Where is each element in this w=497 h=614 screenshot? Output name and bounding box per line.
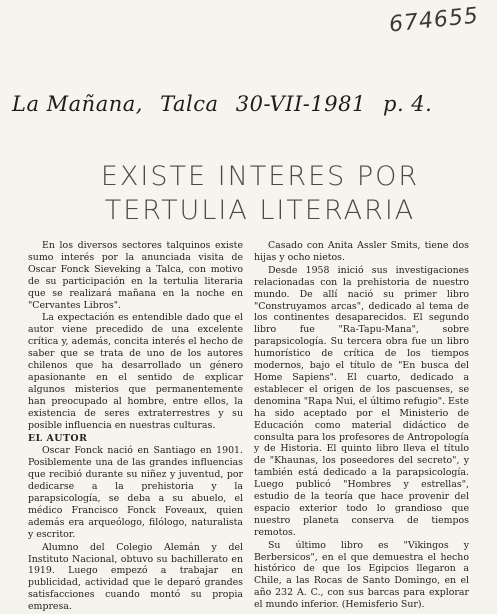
source-newspaper: La Mañana, [12,92,143,116]
archive-code: 674655 [387,3,481,38]
headline [60,160,460,228]
source-city: Talca [160,92,219,116]
source-page: p. 4. [383,92,433,116]
left-paragraph-2: La expectación es entendible dado que el autor viene precedido de una excelente crítica y, además, concita interés el hecho de saber que se trata de uno de los autores chilenos que ha desarrollado un género apasionante en el sentido de explicar algunos misterios que permanentemente han preocupado al hombre, entre ellos, la existencia de seres extraterrestres y su posible influencia en nuestras culturas. [28,312,243,431]
source-date: 30-VII-1981 [235,92,366,116]
left-paragraph-4: Alumno del Colegio Alemán y del Instituto Nacional, obtuvo su bachillerato en 1919. Luego empezó a trabajar en publicidad, actividad que le deparó grandes satisfacciones cuando montó su propia empresa. [28,541,243,613]
right-column [254,240,469,612]
left-paragraph-3: Oscar Fonck nació en Santiago en 1901. Posiblemente una de las grandes influencias que recibió durante su niñez y juventud, por dedicarse a la prehistoria y la parapsicología, se deba a su abuelo, el médico Francisco Fonck Foveaux, quien además era arqueólogo, filólogo, naturalista y escritor. [28,445,243,540]
headline-line-1: EXISTE INTERES POR [100,161,420,192]
right-paragraph-2: Desde 1958 inició sus investigaciones relacionadas con la prehistoria de nuestro mundo. De allí nació su primer libro "Construyamos arcas", dedicado al tema de los continentes desaparecidos. El segundo libro fue "Ra-Tapu-Mana", sobre parapsicología. Su tercera obra fue un libro humorístico de crítica de los tiempos modernos, bajo el título de "En busca del Home Sapiens". El cuarto, dedicado a establecer el origen de los pascuenses, se denomina "Rapa Nui, el último refugio". Este ha sido aceptado por el Ministerio de Educación como material didáctico de consulta para los profesores de Antropología y de Historia. El quinto libro lleva el título de "Khaunas, los poseedores del secreto", y también está dedicado a la parapsicología. Luego publicó "Hombres y estrellas", estudio de la teoría que hace provenir del espacio exterior todo lo grandioso que nuestro planeta conserva de tiempos remotos. [254,264,469,538]
left-paragraph-1: En los diversos sectores talquinos existe sumo interés por la anunciada visita de Oscar Fonck Sieveking a Talca, con motivo de su participación en la tertulia literaria que se realizará mañana en la noche en "Cervantes Libros". [28,240,243,311]
right-paragraph-1: Casado con Anita Assler Smits, tiene dos hijas y ocho nietos. [254,240,469,263]
headline-line-2: TERTULIA LITERARIA [104,195,416,226]
source-line [12,92,482,116]
subheading-el-autor: EL AUTOR [28,432,88,444]
left-column [28,240,243,614]
right-paragraph-3: Su último libro es "Vikingos y Berbersicos", en el que demuestra el hecho histórico de que los Egipcios llegaron a Chile, a las Rocas de Santo Domingo, en el año 232 A. C., con sus barcas para explorar el mundo inferior. (Hemisferio Sur). [254,539,469,611]
